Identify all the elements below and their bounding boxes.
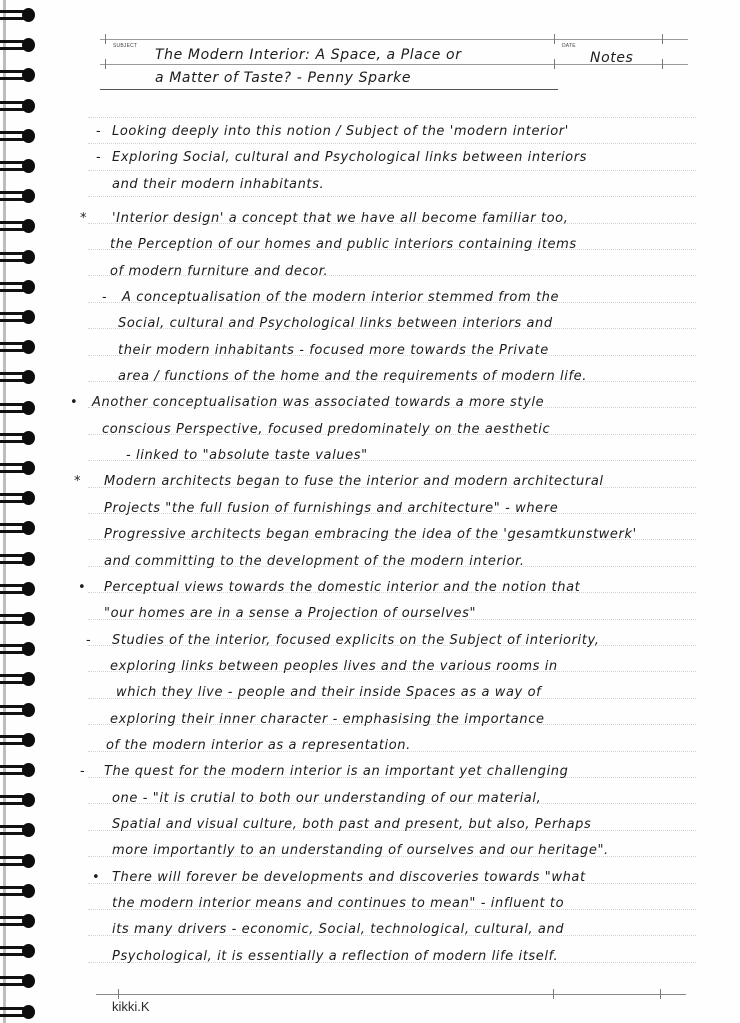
- spiral-ring: [0, 944, 34, 958]
- note-bullet-marker: •: [92, 869, 100, 885]
- ring-knob: [22, 491, 35, 505]
- spiral-ring: [0, 38, 34, 52]
- header-top-line: [100, 39, 688, 40]
- ring-knob: [22, 250, 35, 264]
- spiral-ring: [0, 401, 34, 415]
- note-line: of the modern interior as a representation.: [106, 737, 411, 753]
- spiral-ring: [0, 491, 34, 505]
- note-line: Perceptual views towards the domestic interior and the notion that: [104, 579, 581, 595]
- ring-knob: [22, 552, 35, 566]
- ring-knob: [22, 612, 35, 626]
- note-line: exploring links between peoples lives and the various rooms in: [110, 658, 558, 674]
- tick: [553, 989, 554, 999]
- spiral-ring: [0, 793, 34, 807]
- spiral-ring: [0, 370, 34, 384]
- note-line: 'Interior design' a concept that we have all become familiar too,: [112, 210, 569, 226]
- note-bullet-marker: -: [96, 124, 101, 139]
- ring-knob: [22, 431, 35, 445]
- note-line: Another conceptualisation was associated towards a more style: [92, 395, 545, 411]
- date-value: Notes: [590, 50, 634, 66]
- ring-knob: [22, 38, 35, 52]
- note-line: its many drivers - economic, Social, technological, cultural, and: [112, 922, 565, 938]
- note-line: Studies of the interior, focused explicits on the Subject of interiority,: [112, 632, 600, 648]
- note-line: Social, cultural and Psychological links between interiors and: [118, 316, 553, 332]
- tick: [662, 59, 663, 69]
- note-line: - linked to "absolute taste values": [126, 448, 368, 464]
- ring-knob: [22, 763, 35, 777]
- note-line: Exploring Social, cultural and Psychological links between interiors: [112, 150, 588, 166]
- note-line: There will forever be developments and discoveries towards "what: [112, 869, 586, 885]
- note-line: the Perception of our homes and public interiors containing items: [110, 237, 577, 253]
- ruled-line: [88, 196, 696, 197]
- note-line: conscious Perspective, focused predominately on the aesthetic: [102, 421, 551, 437]
- ruled-line: [88, 143, 696, 144]
- note-bullet-marker: *: [74, 474, 81, 490]
- note-bullet-marker: *: [80, 210, 87, 226]
- spiral-ring: [0, 763, 34, 777]
- ring-knob: [22, 310, 35, 324]
- spiral-ring: [0, 552, 34, 566]
- note-line: Psychological, it is essentially a reflection of modern life itself.: [112, 948, 559, 964]
- ring-knob: [22, 370, 35, 384]
- ruled-line: [88, 170, 696, 171]
- note-line: and their modern inhabitants.: [112, 176, 325, 192]
- date-label: DATE: [562, 43, 576, 49]
- note-line: the modern interior means and continues to mean" - influent to: [112, 896, 565, 912]
- spiral-ring: [0, 280, 34, 294]
- subject-label: SUBJECT: [113, 43, 138, 49]
- tick: [662, 34, 663, 44]
- ring-knob: [22, 68, 35, 82]
- ring-knob: [22, 703, 35, 717]
- footer-line: [96, 994, 686, 995]
- spiral-ring: [0, 250, 34, 264]
- title-underline: [100, 89, 558, 90]
- subject-title-line-1: The Modern Interior: A Space, a Place or: [155, 47, 462, 63]
- note-line: Projects "the full fusion of furnishings and architecture" - where: [104, 500, 559, 516]
- spiral-ring: [0, 1005, 34, 1019]
- ring-knob: [22, 219, 35, 233]
- note-line: The quest for the modern interior is an important yet challenging: [104, 764, 569, 780]
- ring-knob: [22, 159, 35, 173]
- spiral-ring: [0, 68, 34, 82]
- ring-knob: [22, 461, 35, 475]
- spiral-ring: [0, 823, 34, 837]
- note-line: their modern inhabitants - focused more towards the Private: [118, 342, 549, 358]
- tick: [118, 989, 119, 999]
- spiral-ring: [0, 461, 34, 475]
- spiral-ring: [0, 129, 34, 143]
- tick: [105, 59, 106, 69]
- spiral-ring: [0, 340, 34, 354]
- note-bullet-marker: -: [102, 290, 107, 305]
- subject-title-line-2: a Matter of Taste? - Penny Sparke: [155, 70, 412, 86]
- ring-knob: [22, 8, 35, 22]
- note-line: area / functions of the home and the requirements of modern life.: [118, 369, 587, 385]
- spiral-ring: [0, 8, 34, 22]
- ring-knob: [22, 189, 35, 203]
- tick: [105, 34, 106, 44]
- note-bullet-marker: -: [86, 632, 91, 648]
- ring-knob: [22, 642, 35, 656]
- ring-knob: [22, 672, 35, 686]
- note-bullet-marker: -: [96, 150, 101, 166]
- note-bullet-marker: -: [80, 764, 85, 780]
- note-line: and committing to the development of the modern interior.: [104, 553, 525, 569]
- spiral-ring: [0, 431, 34, 445]
- brand-logo: kikki.K: [112, 999, 150, 1014]
- spiral-ring: [0, 310, 34, 324]
- spiral-ring: [0, 159, 34, 173]
- ring-knob: [22, 884, 35, 898]
- ring-knob: [22, 914, 35, 928]
- ring-knob: [22, 340, 35, 354]
- note-bullet-marker: •: [78, 579, 86, 595]
- ring-knob: [22, 823, 35, 837]
- ruled-line: [88, 117, 696, 118]
- spiral-ring: [0, 189, 34, 203]
- tick: [554, 34, 555, 44]
- ring-knob: [22, 280, 35, 294]
- ring-knob: [22, 582, 35, 596]
- spiral-ring: [0, 974, 34, 988]
- binding-spine: [3, 0, 6, 1023]
- note-line: of modern furniture and decor.: [110, 263, 329, 279]
- spiral-ring: [0, 672, 34, 686]
- ring-knob: [22, 99, 35, 113]
- spiral-ring: [0, 914, 34, 928]
- spiral-ring: [0, 733, 34, 747]
- ring-knob: [22, 854, 35, 868]
- note-line: "our homes are in a sense a Projection of ourselves": [104, 606, 477, 622]
- note-bullet-marker: •: [70, 395, 78, 411]
- spiral-ring: [0, 99, 34, 113]
- tick: [554, 59, 555, 69]
- ring-knob: [22, 793, 35, 807]
- note-line: Modern architects began to fuse the interior and modern architectural: [104, 474, 604, 490]
- ring-knob: [22, 733, 35, 747]
- note-line: which they live - people and their inside Spaces as a way of: [116, 685, 542, 701]
- ring-knob: [22, 1005, 35, 1019]
- ring-knob: [22, 129, 35, 143]
- ring-knob: [22, 521, 35, 535]
- tick: [660, 989, 661, 999]
- ring-knob: [22, 401, 35, 415]
- ring-knob: [22, 974, 35, 988]
- spiral-ring: [0, 582, 34, 596]
- note-line: Spatial and visual culture, both past and present, but also, Perhaps: [112, 817, 592, 832]
- spiral-ring: [0, 642, 34, 656]
- spiral-ring: [0, 703, 34, 717]
- spiral-ring: [0, 219, 34, 233]
- ring-knob: [22, 944, 35, 958]
- spiral-ring: [0, 884, 34, 898]
- spiral-ring: [0, 854, 34, 868]
- note-line: exploring their inner character - emphasising the importance: [110, 711, 545, 727]
- spiral-ring: [0, 612, 34, 626]
- spiral-ring: [0, 521, 34, 535]
- note-line: A conceptualisation of the modern interior stemmed from the: [122, 290, 560, 305]
- note-line: Progressive architects began embracing the idea of the 'gesamtkunstwerk': [104, 527, 637, 543]
- note-line: one - "it is crutial to both our understanding of our material,: [112, 790, 542, 806]
- note-line: more importantly to an understanding of ourselves and our heritage".: [112, 843, 609, 859]
- note-line: Looking deeply into this notion / Subject of the 'modern interior': [112, 124, 569, 139]
